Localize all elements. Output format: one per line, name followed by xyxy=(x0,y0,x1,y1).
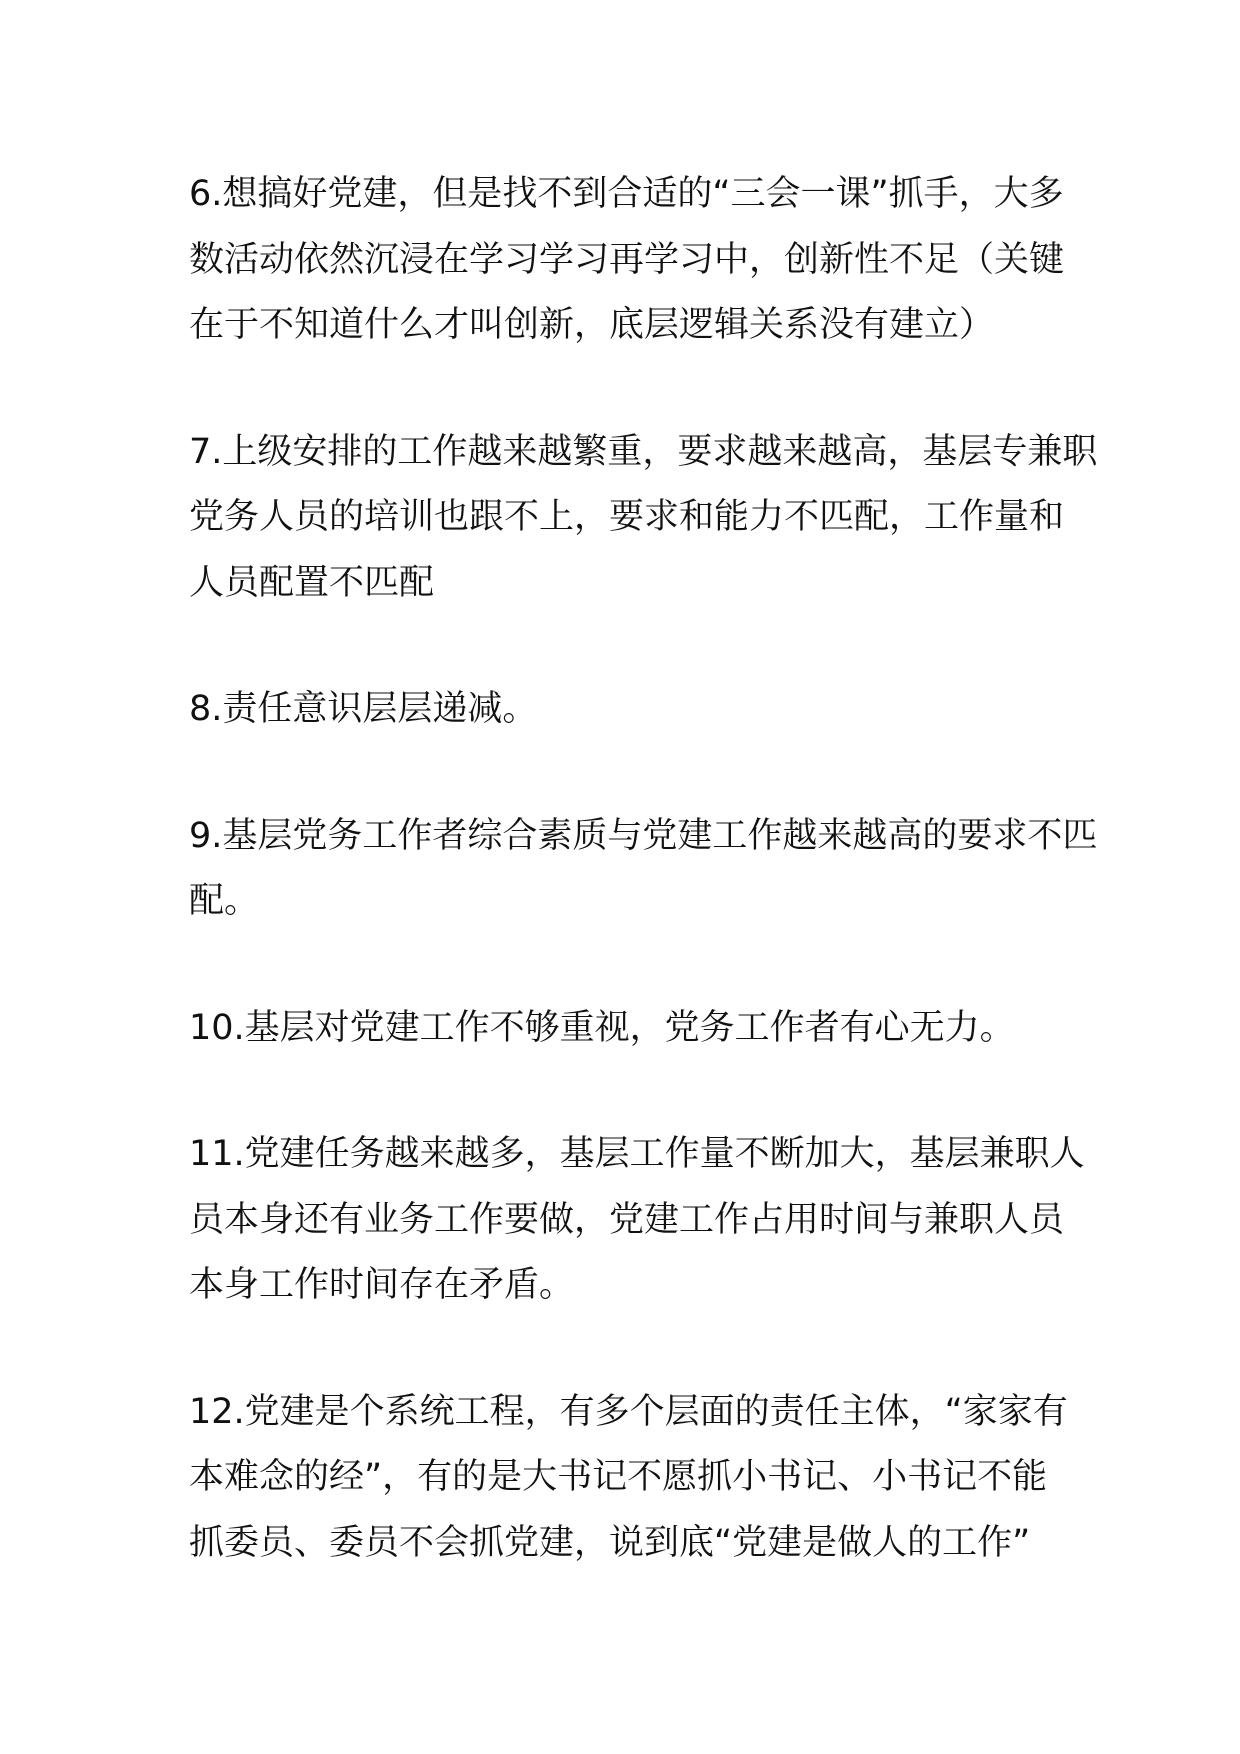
text-line: 员本身还有业务工作要做，党建工作占用时间与兼职人员 xyxy=(189,1199,1065,1240)
paragraph-item-10 xyxy=(189,996,1059,1062)
text-line: 12.党建是个系统工程，有多个层面的责任主体，“家家有 xyxy=(189,1391,1068,1432)
text-line: 抓委员、委员不会抓党建，说到底“党建是做人的工作” xyxy=(189,1522,1031,1563)
text-line: 数活动依然沉浸在学习学习再学习中，创新性不足（关键 xyxy=(189,239,1065,280)
text-line: 本难念的经”，有的是大书记不愿抓小书记、小书记不能 xyxy=(189,1457,1048,1497)
text-line: 8.责任意识层层递减。 xyxy=(189,689,538,729)
paragraph-item-11 xyxy=(189,1122,1085,1319)
paragraph-item-7 xyxy=(189,420,1098,617)
text-line: 配。 xyxy=(189,881,260,921)
text-line: 6.想搞好党建，但是找不到合适的“三会一课”抓手，大多 xyxy=(189,174,1064,214)
paragraph-item-8 xyxy=(189,677,1059,743)
text-line: 9.基层党务工作者综合素质与党建工作越来越高的要求不匹 xyxy=(189,815,1098,856)
paragraph-item-6 xyxy=(189,162,1065,359)
text-line: 本身工作时间存在矛盾。 xyxy=(189,1265,575,1305)
document-body xyxy=(189,162,1098,1637)
paragraph-item-9 xyxy=(189,804,1098,935)
text-line: 10.基层对党建工作不够重视，党务工作者有心无力。 xyxy=(189,1007,1015,1048)
paragraph-item-12 xyxy=(189,1380,1068,1577)
text-line: 党务人员的培训也跟不上，要求和能力不匹配，工作量和 xyxy=(189,497,1065,537)
text-line: 11.党建任务越来越多，基层工作量不断加大，基层兼职人 xyxy=(189,1134,1085,1174)
text-line: 人员配置不匹配 xyxy=(189,562,435,603)
text-line: 7.上级安排的工作越来越繁重，要求越来越高，基层专兼职 xyxy=(189,431,1098,472)
text-line: 在于不知道什么才叫创新，底层逻辑关系没有建立） xyxy=(189,305,995,345)
